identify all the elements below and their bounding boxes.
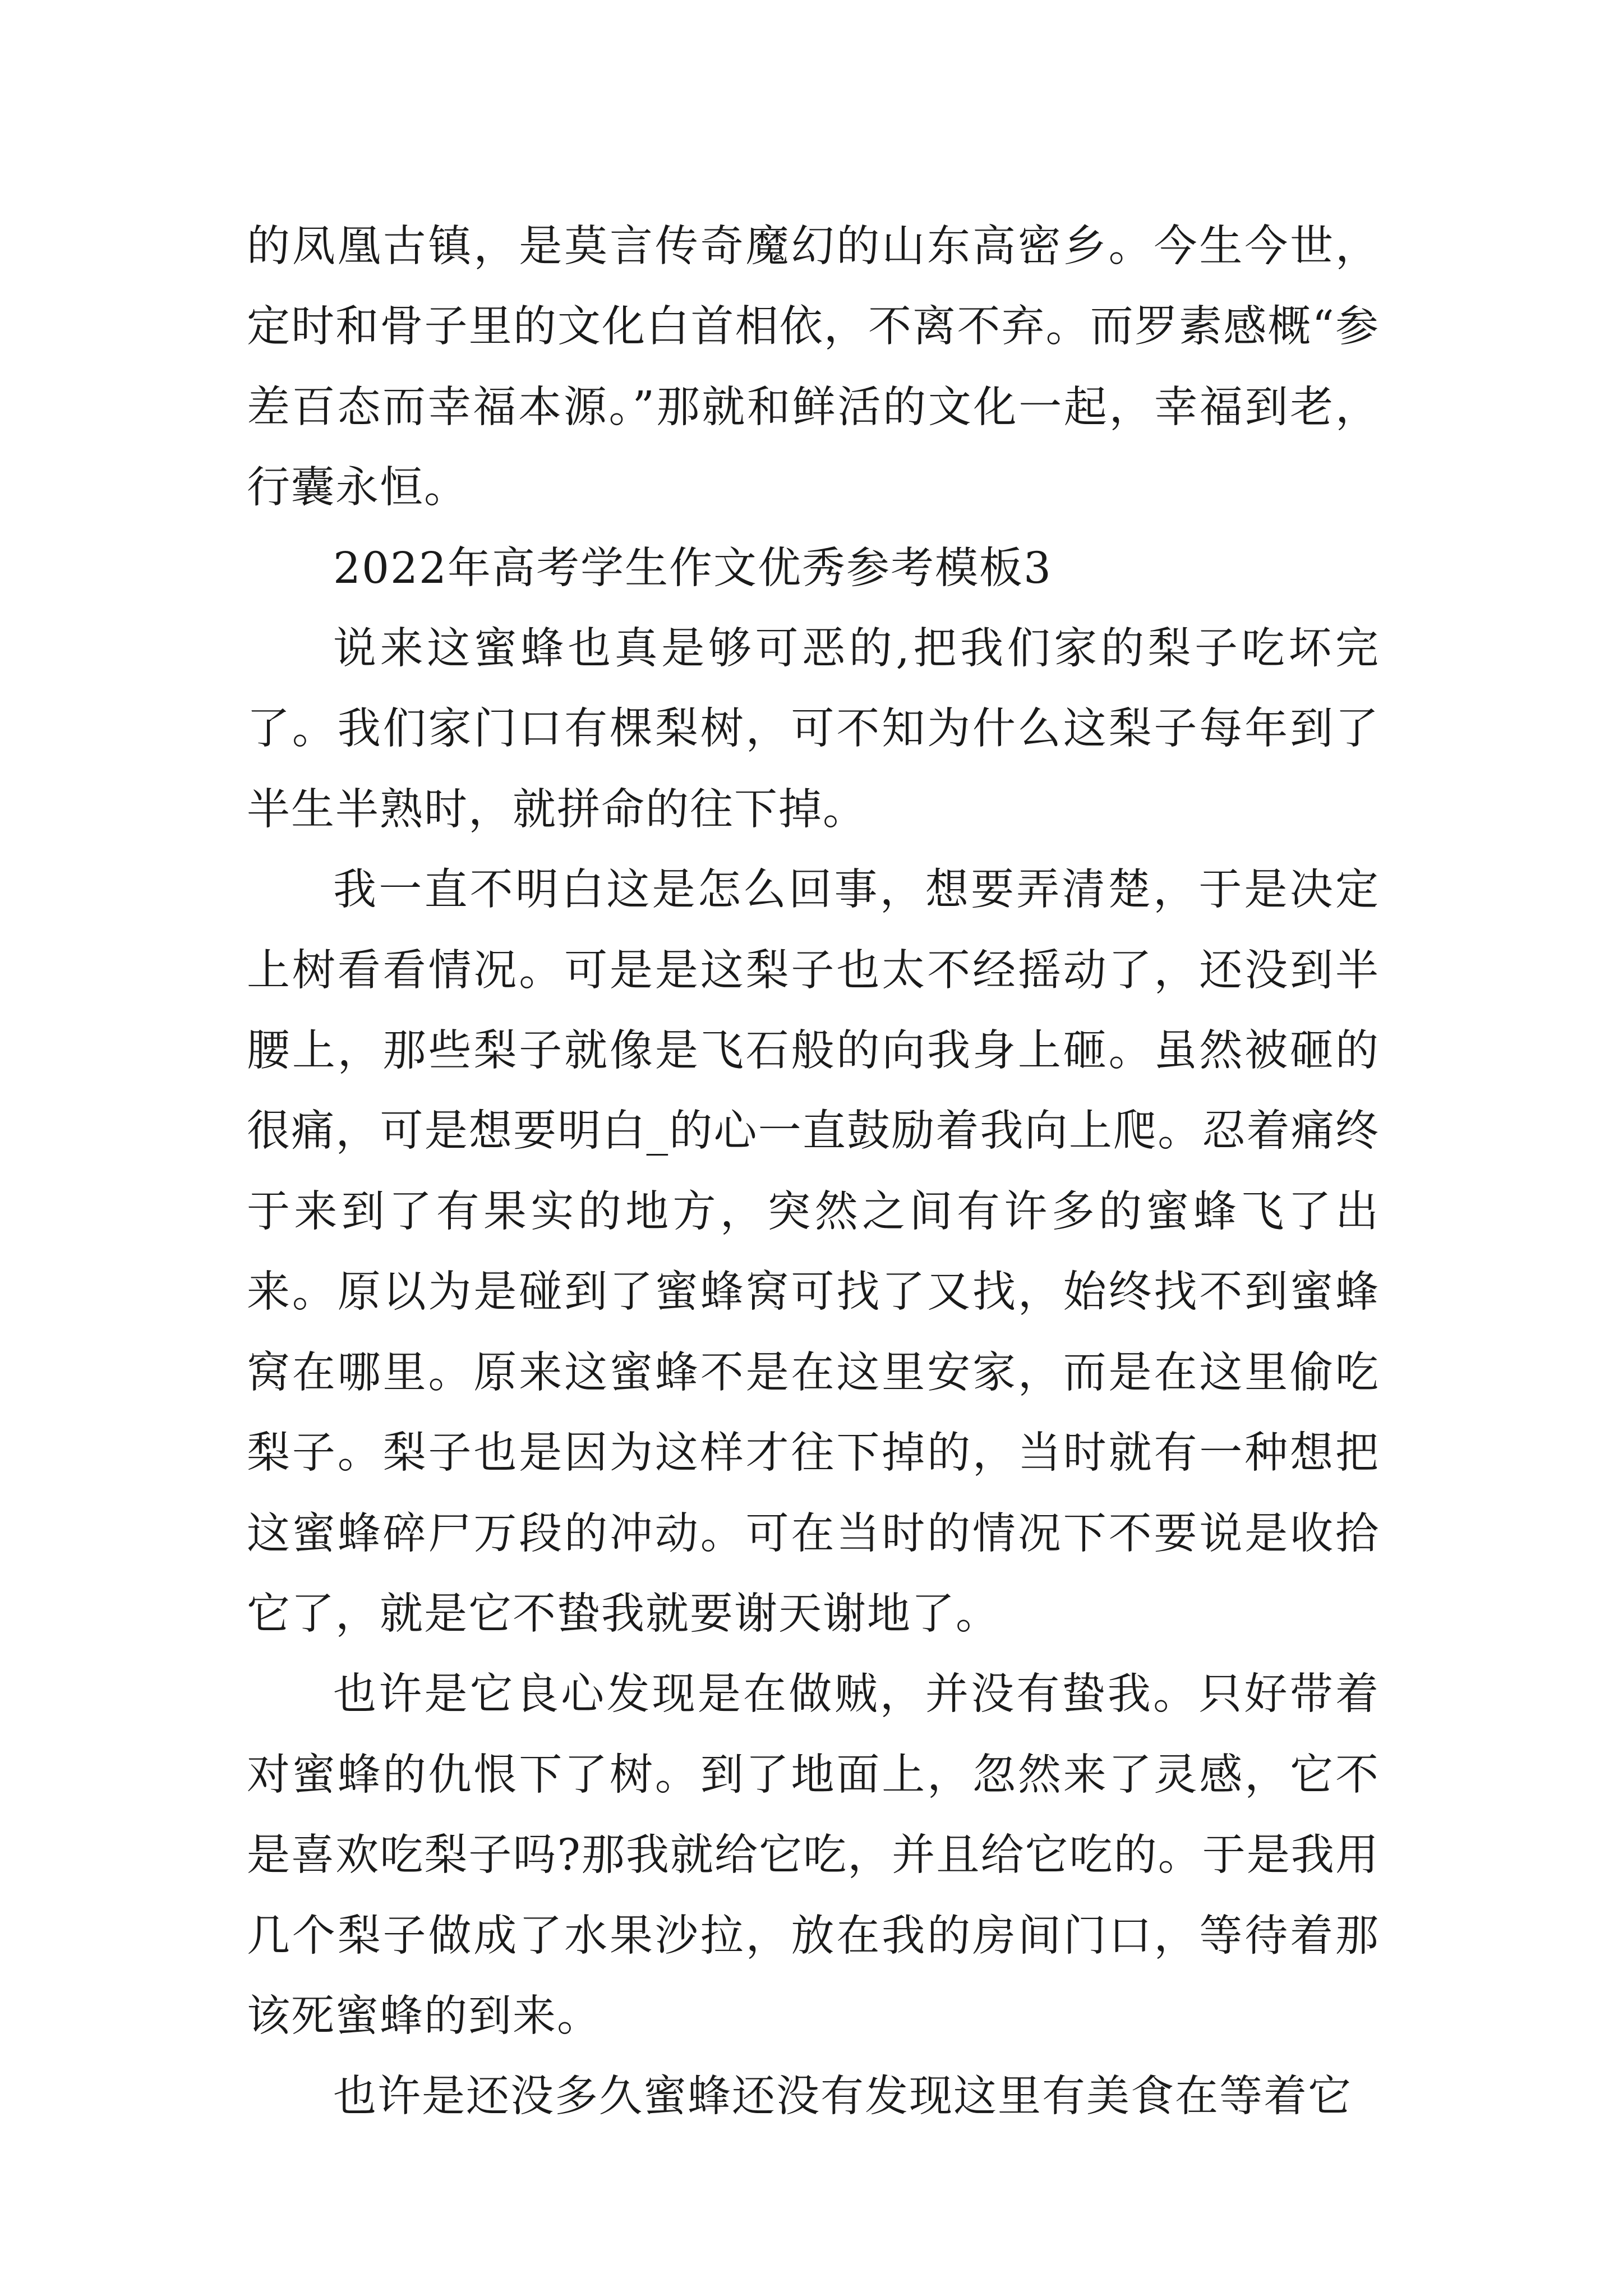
paragraph: 说来这蜜蜂也真是够可恶的,把我们家的梨子吃坏完了。我们家门口有棵梨树，可不知为什么这梨子每年到了半生半熟时，就拼命的往下掉。 bbox=[247, 624, 1380, 835]
essay-heading: 2022年高考学生作文优秀参考模板3 bbox=[333, 543, 1052, 593]
document-body bbox=[247, 206, 1380, 2137]
paragraph: 我一直不明白这是怎么回事，想要弄清楚，于是决定上树看看情况。可是是这梨子也太不经摇动了，还没到半腰上，那些梨子就像是飞石般的向我身上砸。虽然被砸的很痛，可是想要明白_的心一直鼓励着我向上爬。忍着痛终于来到了有果实的地方，突然之间有许多的蜜蜂飞了出来。原以为是碰到了蜜蜂窝可找了又找，始终找不到蜜蜂窝在哪里。原来这蜜蜂不是在这里安家，而是在这里偷吃梨子。梨子也是因为这样才往下掉的，当时就有一种想把这蜜蜂碎尸万段的冲动。可在当时的情况下不要说是收拾它了，就是它不蛰我就要谢天谢地了。 bbox=[247, 865, 1380, 1639]
paragraph-continued: 的凤凰古镇，是莫言传奇魔幻的山东高密乡。今生今世，定时和骨子里的文化白首相依，不离不弃。而罗素感概“参差百态而幸福本源。”那就和鲜活的文化一起，幸福到老，行囊永恒。 bbox=[247, 222, 1380, 513]
paragraph: 也许是它良心发现是在做贼，并没有蛰我。只好带着对蜜蜂的仇恨下了树。到了地面上，忽然来了灵感，它不是喜欢吃梨子吗?那我就给它吃，并且给它吃的。于是我用几个梨子做成了水果沙拉，放在我的房间门口，等待着那该死蜜蜂的到来。 bbox=[247, 1669, 1380, 2041]
paragraph: 也许是还没多久蜜蜂还没有发现这里有美食在等着它 bbox=[333, 2072, 1352, 2122]
